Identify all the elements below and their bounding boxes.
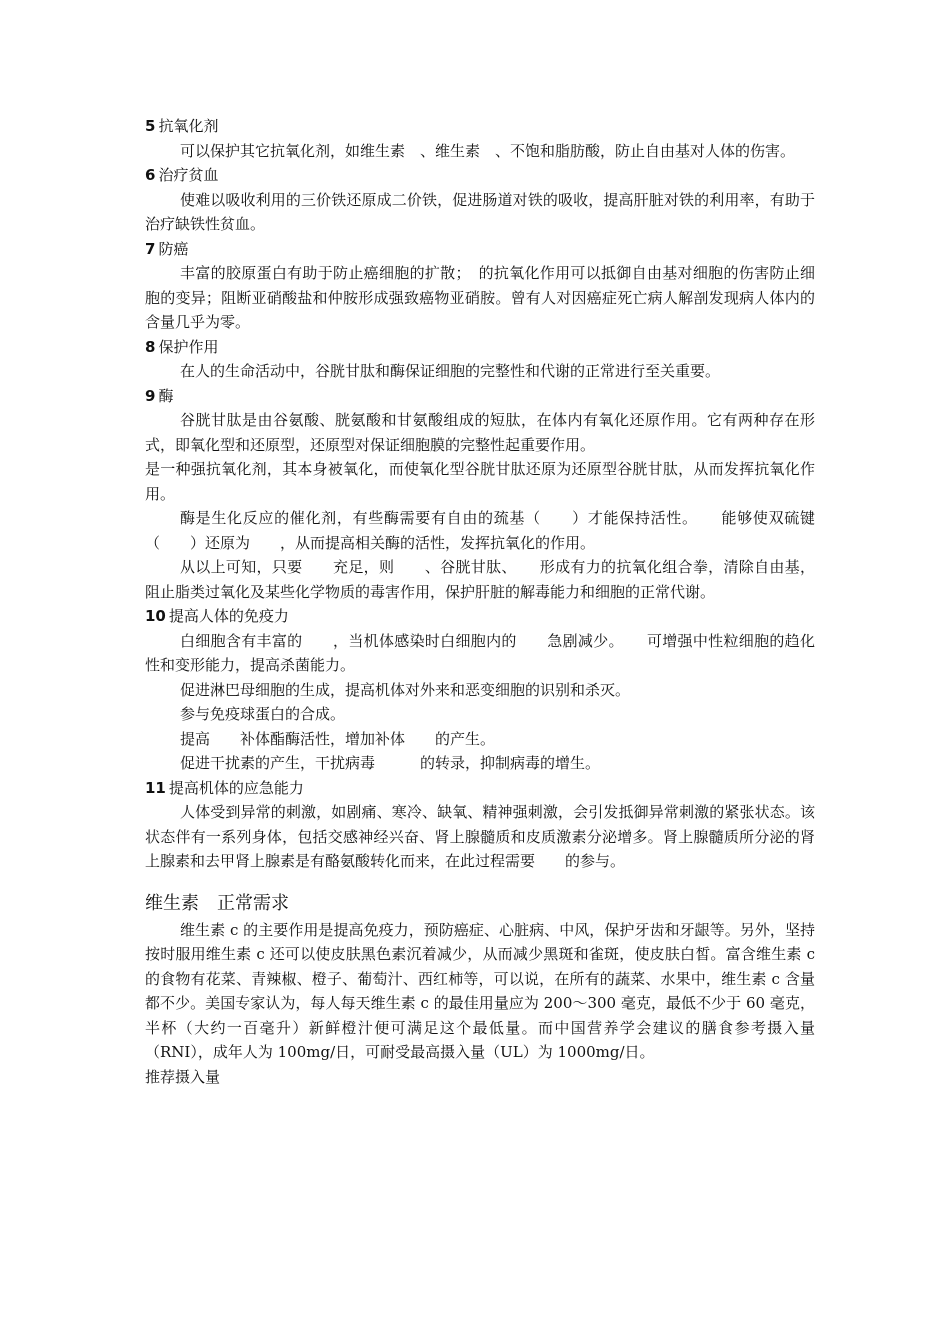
section-paragraph: 使难以吸收利用的三价铁还原成二价铁，促进肠道对铁的吸收，提高肝脏对铁的利用率，有助于治疗缺铁性贫血。	[145, 190, 815, 233]
section-title: 酶	[158, 386, 174, 405]
section-heading	[145, 335, 815, 360]
section-paragraph: 谷胱甘肽是由谷氨酸、胱氨酸和甘氨酸组成的短肽，在体内有氧化还原作用。它有两种存在形式，即氧化型和还原型，还原型对保证细胞膜的完整性起重要作用。	[145, 411, 815, 454]
section-title: 提高机体的应急能力	[168, 778, 304, 797]
section-paragraph: 参与免疫球蛋白的合成。	[180, 705, 346, 723]
section-number: 7	[145, 239, 156, 258]
section-heading	[145, 384, 815, 409]
section-paragraph: 是一种强抗氧化剂，其本身被氧化，而使氧化型谷胱甘肽还原为还原型谷胱甘肽，从而发挥抗氧化作用。	[145, 460, 815, 503]
section-paragraph: 从以上可知，只要 充足，则 、谷胱甘肽、 形成有力的抗氧化组合拳，清除自由基，阻止脂类过氧化及某些化学物质的毒害作用，保护肝脏的解毒能力和细胞的正常代谢。	[145, 558, 815, 601]
section-title: 防癌	[158, 239, 189, 258]
section-heading	[145, 114, 815, 139]
section-heading-vitamin-c: 维生素 正常需求	[145, 892, 289, 914]
section-paragraph: 白细胞含有丰富的 ，当机体感染时白细胞内的 急剧减少。 可增强中性粒细胞的趋化性和变形能力，提高杀菌能力。	[145, 631, 815, 674]
vitamin-c-paragraph: 维生素 c 的主要作用是提高免疫力，预防癌症、心脏病、中风，保护牙齿和牙龈等。另外，坚持按时服用维生素 c 还可以使皮肤黑色素沉着减少，从而减少黑斑和雀斑，使皮肤白皙。富含维生素 c 的食物有花菜、青辣椒、橙子、葡萄汁、西红柿等，可以说，在所有的蔬菜、水果中，维生素 c 含量都不少。美国专家认为，每人每天维生素 c 的最佳用量应为 200～300 毫克，最低不少于 60 毫克，半杯（大约一百毫升）新鲜橙汁便可满足这个最低量。而中国营养学会建议的膳食参考摄入量（RNI），成年人为 100mg/日，可耐受最高摄入量（UL）为 1000mg/日。	[145, 920, 815, 1061]
section-paragraph: 人体受到异常的刺激，如剧痛、寒冷、缺氧、精神强刺激，会引发抵御异常刺激的紧张状态。该状态伴有一系列身体，包括交感神经兴奋、肾上腺髓质和皮质激素分泌增多。肾上腺髓质所分泌的肾上腺素和去甲肾上腺素是有酪氨酸转化而来，在此过程需要 的参与。	[145, 803, 815, 870]
section-paragraph: 促进干扰素的产生，干扰病毒 的转录，抑制病毒的增生。	[180, 754, 601, 772]
section-paragraph: 提高 补体酯酶活性，增加补体 的产生。	[180, 729, 496, 748]
recommended-intake-label: 推荐摄入量	[145, 1067, 221, 1086]
section-number: 8	[145, 337, 156, 356]
section-heading	[145, 163, 815, 188]
section-number: 9	[145, 386, 156, 405]
section-heading	[145, 604, 815, 629]
section-number: 5	[145, 117, 156, 135]
section-heading	[145, 776, 815, 801]
section-paragraph: 在人的生命活动中，谷胱甘肽和酶保证细胞的完整性和代谢的正常进行至关重要。	[180, 362, 721, 380]
section-number: 10	[145, 607, 166, 625]
section-number: 6	[145, 166, 156, 184]
section-number: 11	[145, 778, 166, 797]
document-page	[145, 114, 846, 1089]
section-paragraph: 酶是生化反应的催化剂，有些酶需要有自由的巯基（ ）才能保持活性。 能够使双硫键（ ）还原为 ，从而提高相关酶的活性，发挥抗氧化的作用。	[145, 509, 815, 552]
section-paragraph: 促进淋巴母细胞的生成，提高机体对外来和恶变细胞的识别和杀灭。	[180, 680, 631, 699]
section-heading	[145, 237, 815, 262]
section-title: 抗氧化剂	[158, 117, 219, 135]
section-title: 治疗贫血	[158, 166, 219, 184]
section-title: 保护作用	[158, 337, 219, 356]
section-title: 提高人体的免疫力	[168, 607, 289, 625]
sections-container	[145, 114, 846, 874]
section-paragraph: 可以保护其它抗氧化剂，如维生素 、维生素 、不饱和脂肪酸，防止自由基对人体的伤害。	[180, 141, 796, 160]
section-paragraph: 丰富的胶原蛋白有助于防止癌细胞的扩散； 的抗氧化作用可以抵御自由基对细胞的伤害防止细胞的变异；阻断亚硝酸盐和仲胺形成强致癌物亚硝胺。曾有人对因癌症死亡病人解剖发现病人体内的 含量几乎为零。	[145, 264, 846, 331]
